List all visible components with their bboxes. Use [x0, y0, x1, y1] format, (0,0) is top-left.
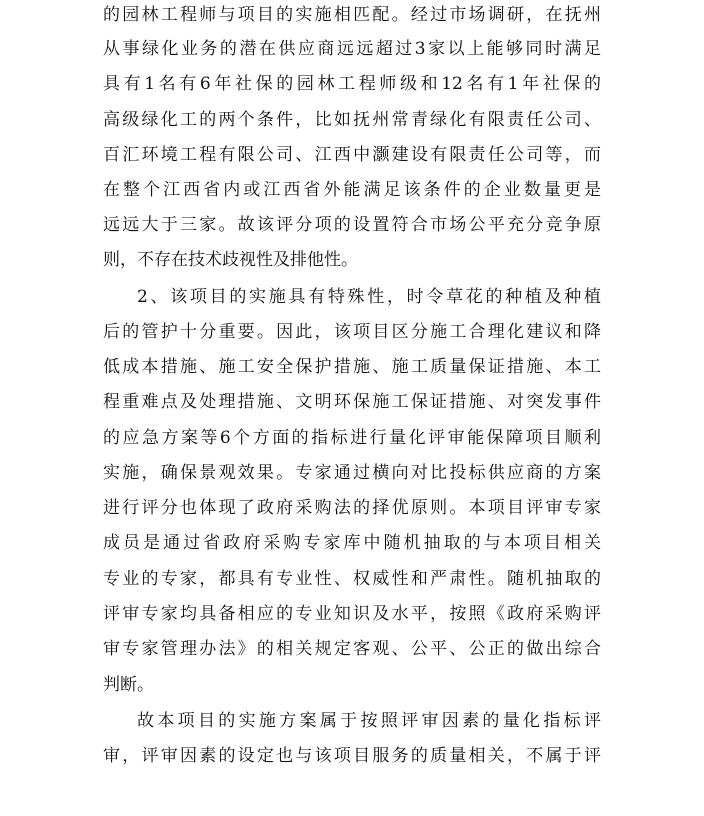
text-line: 高级绿化工的两个条件，比如抚州常青绿化有限责任公司、	[103, 110, 601, 130]
text-line: 低成本措施、施工安全保护措施、施工质量保证措施、本工	[103, 357, 601, 377]
text-line: 则，不存在技术歧视性及排他性。	[103, 250, 358, 270]
text-line: 从事绿化业务的潜在供应商远远超过3家以上能够同时满足	[103, 39, 601, 59]
text-line: 实施，确保景观效果。专家通过横向对比投标供应商的方案	[103, 463, 601, 483]
text-line: 后的管护十分重要。因此，该项目区分施工合理化建议和降	[103, 322, 601, 342]
text-line: 专业的专家，都具有专业性、权威性和严肃性。随机抽取的	[103, 569, 601, 589]
text-line: 的应急方案等6个方面的指标进行量化评审能保障项目顺利	[103, 428, 601, 448]
text-line: 审专家管理办法》的相关规定客观、公平、公正的做出综合	[103, 639, 601, 659]
paragraph-start-line: 2、该项目的实施具有特殊性，时令草花的种植及种植	[137, 287, 601, 307]
text-line: 在整个江西省内或江西省外能满足该条件的企业数量更是	[103, 180, 601, 200]
text-line: 评审专家均具备相应的专业知识及水平，按照《政府采购评	[103, 604, 601, 624]
text-line: 的园林工程师与项目的实施相匹配。经过市场调研，在抚州	[103, 5, 601, 25]
text-line: 审，评审因素的设定也与该项目服务的质量相关，不属于评	[103, 746, 601, 766]
text-line: 判断。	[103, 675, 154, 695]
text-line: 具有1名有6年社保的园林工程师级和12名有1年社保的	[103, 74, 601, 94]
text-line: 程重难点及处理措施、文明环保施工保证措施、对突发事件	[103, 392, 601, 412]
text-line: 成员是通过省政府采购专家库中随机抽取的与本项目相关	[103, 533, 601, 553]
text-line: 百汇环境工程有限公司、江西中灏建设有限责任公司等，而	[103, 145, 601, 165]
text-line: 远远大于三家。故该评分项的设置符合市场公平充分竞争原	[103, 215, 601, 235]
paragraph-start-line: 故本项目的实施方案属于按照评审因素的量化指标评	[137, 711, 601, 731]
text-line: 进行评分也体现了政府采购法的择优原则。本项目评审专家	[103, 498, 601, 518]
